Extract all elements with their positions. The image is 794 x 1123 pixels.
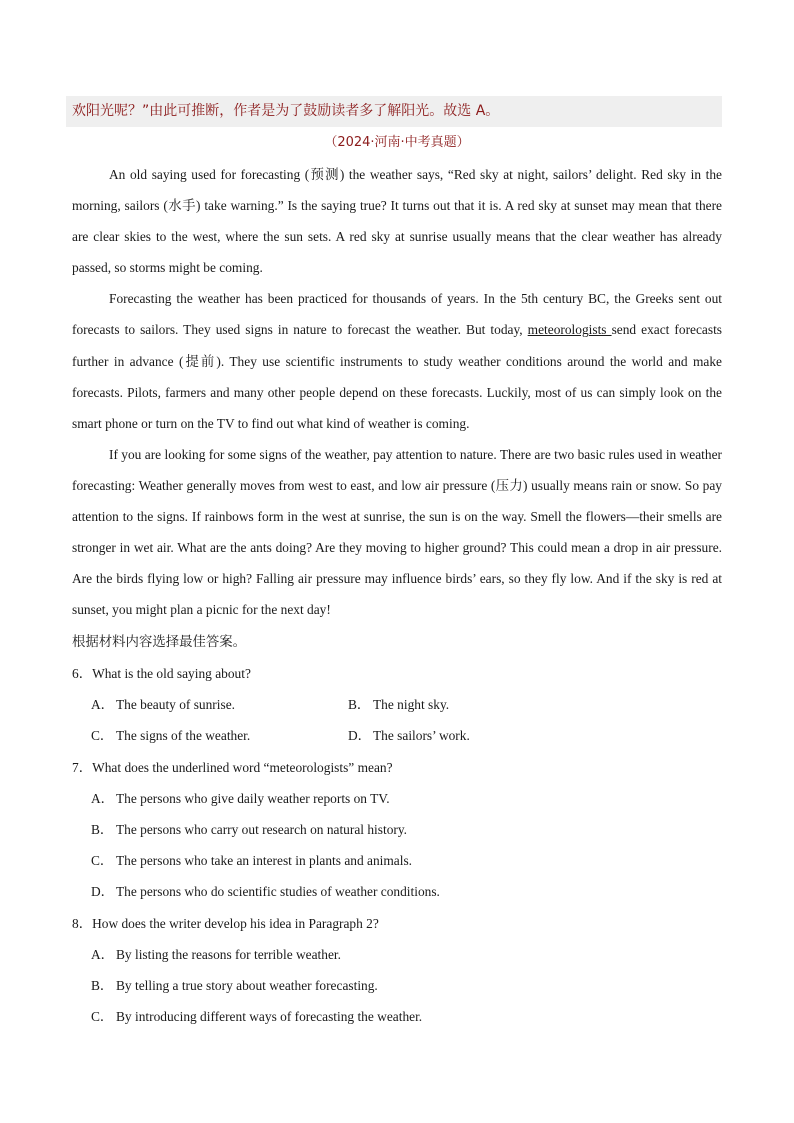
option-letter: B．: [91, 821, 114, 837]
option-text: The persons who take an interest in plants and animals.: [116, 853, 413, 869]
option-text: The persons who give daily weather reports on TV.: [116, 790, 390, 806]
option-letter: A．: [91, 790, 115, 806]
passage-paragraph-2: [72, 283, 722, 438]
option-text: The signs of the weather.: [116, 728, 251, 744]
previous-answer-explanation: 欢阳光呢？”由此可推断，作者是为了鼓励读者多了解阳光。故选 A。: [66, 96, 722, 127]
paragraph-2-end: send exact forecasts further in advance (提前). They use scientific instruments to study weather conditions around the world and make forecasts. Pilots, farmers and many other people depend on these forecasts. Luckily, most of us can simply look on the smart phone or turn on the TV to find out what kind of weather is coming.: [72, 322, 723, 431]
option-text: The sailors’ work.: [373, 728, 470, 744]
option-d[interactable]: [72, 876, 722, 907]
question-7: [72, 752, 722, 783]
option-c[interactable]: [72, 845, 722, 876]
question-stem: What is the old saying about?: [92, 666, 251, 681]
option-a[interactable]: [91, 689, 348, 720]
option-letter: A．: [91, 697, 115, 713]
passage-paragraph-3: If you are looking for some signs of the weather, pay attention to nature. There are two basic rules used in weather forecasting: Weather generally moves from west to east, and low air pressure (压力) usually means rain or snow. So pay attention to the signs. If rainbows form in the west at sunrise, the sun is on the way. Smell the flowers—their smells are stronger in wet air. What are the ants doing? Are they moving to higher ground? This could mean a drop in air pressure. Are the birds flying low or high? Falling air pressure may influence birds’ ears, so they fly low. And if the sky is red at sunset, you might plan a picnic for the next day!: [72, 446, 722, 618]
question-number: 6．: [72, 666, 93, 681]
option-c[interactable]: [91, 720, 348, 751]
option-letter: D．: [348, 728, 372, 744]
underlined-word: meteorologists: [527, 322, 612, 338]
instruction-text: 根据材料内容选择最佳答案。: [72, 635, 247, 650]
option-text: The persons who carry out research on natural history.: [116, 821, 408, 837]
option-text: By telling a true story about weather forecasting.: [116, 977, 378, 993]
option-letter: C．: [91, 1009, 114, 1025]
option-text: The persons who do scientific studies of weather conditions.: [116, 884, 440, 900]
question-number: 8．: [72, 915, 93, 931]
option-text: The night sky.: [373, 697, 450, 713]
question-list: [72, 658, 722, 1032]
option-b[interactable]: [72, 814, 722, 845]
option-letter: C．: [91, 853, 114, 869]
question-8: [72, 908, 722, 939]
option-letter: B．: [91, 977, 114, 993]
question-6-options-row-2: [72, 720, 722, 751]
option-letter: D．: [91, 884, 115, 900]
option-b[interactable]: [72, 970, 722, 1001]
question-6: [72, 658, 722, 689]
question-source: （2024·河南·中考真题）: [324, 135, 470, 150]
option-text: The beauty of sunrise.: [116, 697, 235, 713]
paragraph-2-start: Forecasting the weather has been practiced for thousands of years. In the 5th century BC, the Greeks sent out forecasts to sailors. They used signs in nature to forecast the weather. But today,: [72, 291, 722, 338]
option-d[interactable]: [348, 720, 605, 751]
question-number: 7．: [72, 759, 93, 775]
option-letter: C．: [91, 728, 114, 744]
option-letter: B．: [348, 697, 371, 713]
question-stem: What does the underlined word “meteorologists” mean?: [92, 759, 393, 775]
option-text: By listing the reasons for terrible weather.: [116, 946, 341, 962]
question-6-options-row-1: [72, 689, 722, 720]
option-text: By introducing different ways of forecasting the weather.: [116, 1009, 423, 1025]
option-letter: A．: [91, 946, 115, 962]
option-b[interactable]: [348, 689, 605, 720]
question-stem: How does the writer develop his idea in Paragraph 2?: [92, 915, 379, 931]
option-a[interactable]: [72, 783, 722, 814]
reading-passage: [72, 159, 722, 625]
option-c[interactable]: [72, 1001, 722, 1032]
option-a[interactable]: [72, 939, 722, 970]
passage-paragraph-1: An old saying used for forecasting (预测) the weather says, “Red sky at night, sailors’ delight. Red sky in the morning, sailors (水手) take warning.” Is the saying true? It turns out that it is. A red sky at sunset may mean that there are clear skies to the west, where the sun sets. A red sky at sunrise usually means that the clear weather has already passed, so storms might be coming.: [72, 167, 722, 276]
